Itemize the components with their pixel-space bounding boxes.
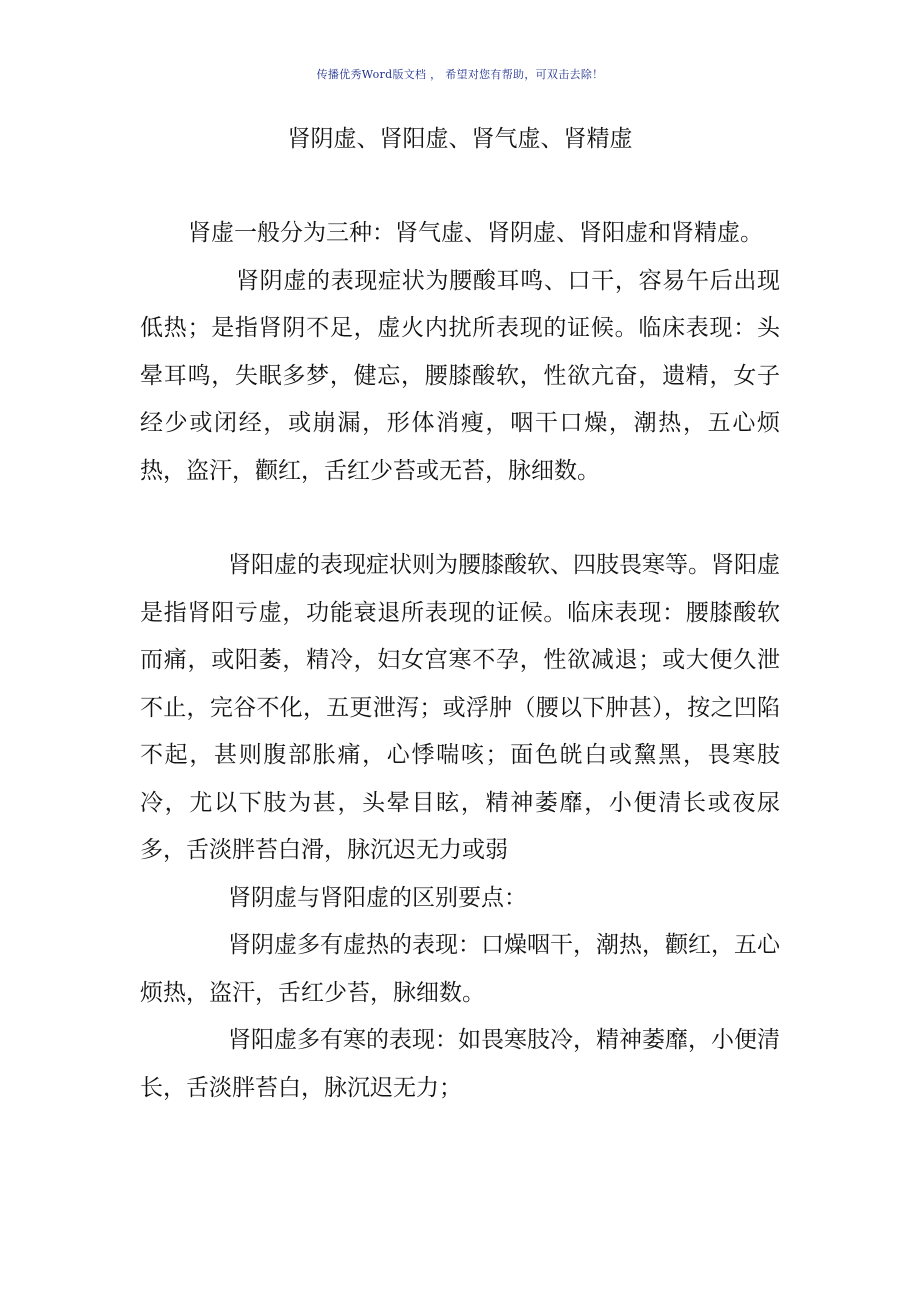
paragraph-kidney-yang: 肾阳虚的表现症状则为腰膝酸软、四肢畏寒等。肾阳虚是指肾阳亏虚，功能衰退所表现的证候。临床表现：腰膝酸软而痛，或阳萎，精冷，妇女宫寒不孕，性欲减退；或大便久泄不止，完谷不化，五更泄泻；或浮肿（腰以下肿甚），按之凹陷不起，甚则腹部胀痛，心悸喘咳；面色㿠白或黧黑，畏寒肢冷，尤以下肢为甚，头晕目眩，精神萎靡，小便清长或夜尿多，舌淡胖苔白滑，脉沉迟无力或弱 <box>140 552 780 863</box>
document-body <box>140 210 780 1112</box>
paragraph-intro: 肾虚一般分为三种：肾气虚、肾阴虚、肾阳虚和肾精虚。 <box>188 220 763 246</box>
paragraph-difference-heading: 肾阴虚与肾阳虚的区别要点： <box>228 884 527 911</box>
paragraph-yin-difference: 肾阴虚多有虚热的表现：口燥咽干，潮热，颧红，五心烦热，盗汗，舌红少苔，脉细数。 <box>140 932 780 1006</box>
paragraph-kidney-yin: 肾阴虚的表现症状为腰酸耳鸣、口干，容易午后出现低热；是指肾阴不足，虚火内扰所表现的证候。临床表现：头晕耳鸣，失眠多梦，健忘，腰膝酸软，性欲亢奋，遗精，女子经少或闭经，或崩漏，形体消瘦，咽干口燥，潮热，五心烦热，盗汗，颧红，舌红少苔或无苔，脉细数。 <box>140 267 780 484</box>
document-title: 肾阴虚、肾阳虚、肾气虚、肾精虚 <box>287 126 633 152</box>
header-note: 传播优秀Word版文档 ， 希望对您有帮助，可双击去除！ <box>316 68 604 81</box>
paragraph-yang-difference: 肾阳虚多有寒的表现：如畏寒肢冷，精神萎靡，小便清长，舌淡胖苔白，脉沉迟无力； <box>140 1027 780 1101</box>
